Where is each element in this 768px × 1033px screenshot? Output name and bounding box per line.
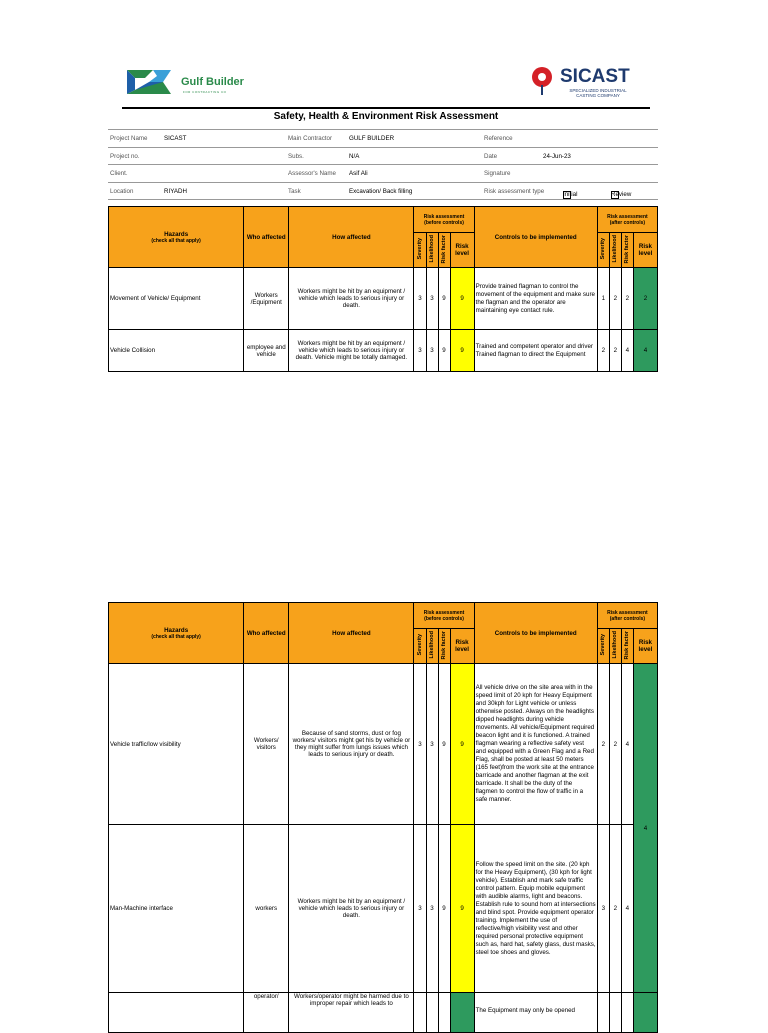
- controls-cell: Provide trained flagman to control the movement of the equipment and make sure the flagman and the operator are maintaining eye contact rule.: [474, 268, 597, 330]
- main-contractor-label: Main Contractor: [288, 135, 333, 142]
- title-rule: [122, 107, 650, 109]
- risk-level-header-after: Risk level: [633, 233, 657, 268]
- location-value: RIYADH: [164, 187, 187, 195]
- likelihood-cell: [426, 993, 438, 1033]
- risk-table-2: [108, 602, 658, 1033]
- risk-factor-cell: 9: [438, 268, 450, 330]
- controls-header: Controls to be implemented: [474, 603, 597, 664]
- controls-cell: Trained and competent operator and driver Trained flagman to direct the Equipment: [474, 330, 597, 372]
- hazards-header: Hazards (check all that apply): [109, 603, 244, 664]
- risk-table-1: [108, 206, 658, 372]
- risk-level-cell: [450, 993, 474, 1033]
- likelihood-header-after: Likelihood: [609, 629, 621, 664]
- how-cell: Workers might be hit by an equipment / vehicle which leads to serious injury or death. Vehicle might be totally damaged.: [289, 330, 414, 372]
- risk-level-after-cell: 4: [633, 330, 657, 372]
- who-cell: employee and vehicle: [244, 330, 289, 372]
- info-row-project: [108, 130, 658, 148]
- likelihood-cell: 3: [426, 825, 438, 993]
- risk-factor-cell: [438, 993, 450, 1033]
- hazard-cell: [109, 993, 244, 1033]
- risk-factor-cell: 9: [438, 330, 450, 372]
- severity-after-cell: 3: [597, 825, 609, 993]
- after-controls-header: Risk assessment (after controls): [597, 207, 657, 233]
- sicast-logo: [530, 66, 650, 106]
- controls-cell: All vehicle drive on the site area with in the speed limit of 20 kph for Heavy Equipment and 30kph for Light vehicle or unless otherwise posted. Always on the headlights dipped headlights during vehicle movements. All vehicle/Equipment required beacon light and it is functioned. A trained flagman wearing a reflective safety vest and equipped with a Green Flag and a Red Flag, shall be posted at least 50 meters (165 feet)from the work site at the entrance barricade and another flagman at the exit barricade. It shall be the duty of the flagmen to control the flow of traffic in a safe manner.: [474, 664, 597, 825]
- date-value: 24-Jun-23: [543, 152, 571, 160]
- table-row: [109, 268, 658, 330]
- severity-cell: 3: [414, 330, 426, 372]
- how-affected-header: How affected: [289, 603, 414, 664]
- risk-factor-header: Risk factor: [438, 629, 450, 664]
- client-label: Client.: [110, 170, 128, 177]
- who-cell: Workers /Equipment: [244, 268, 289, 330]
- risk-factor-after-cell: 2: [621, 268, 633, 330]
- severity-header-after: Severity: [597, 629, 609, 664]
- risk-level-cell: 9: [450, 268, 474, 330]
- table-row: [109, 993, 658, 1033]
- likelihood-header: Likelihood: [426, 233, 438, 268]
- likelihood-after-cell: 2: [609, 825, 621, 993]
- after-controls-header: Risk assessment (after controls): [597, 603, 657, 629]
- gulf-builder-name: Gulf Builder: [181, 76, 244, 88]
- type-label: Risk assessment type: [484, 187, 545, 195]
- gulf-builder-tagline: FOR CONTRACTING CO: [183, 90, 227, 94]
- risk-factor-cell: 9: [438, 825, 450, 993]
- risk-factor-after-cell: 4: [621, 664, 633, 825]
- task-value: Excavation/ Back filling: [349, 187, 413, 195]
- who-cell: workers: [244, 825, 289, 993]
- project-no-label: Project no.: [110, 152, 140, 160]
- info-row-location: [108, 183, 658, 201]
- risk-level-after-cell: [633, 993, 657, 1033]
- risk-factor-after-cell: 4: [621, 825, 633, 993]
- likelihood-header: Likelihood: [426, 629, 438, 664]
- signature-label: Signature: [484, 170, 511, 177]
- risk-level-header: Risk level: [450, 233, 474, 268]
- risk-factor-header: Risk factor: [438, 233, 450, 268]
- severity-cell: 3: [414, 825, 426, 993]
- info-row-client: [108, 165, 658, 183]
- risk-level-cell: 9: [450, 330, 474, 372]
- severity-cell: 3: [414, 268, 426, 330]
- date-label: Date: [484, 152, 498, 160]
- gulf-builder-logo: [123, 66, 253, 98]
- severity-cell: [414, 993, 426, 1033]
- likelihood-cell: 3: [426, 664, 438, 825]
- review-label: Review: [611, 190, 632, 198]
- risk-level-header: Risk level: [450, 629, 474, 664]
- risk-factor-after-cell: 4: [621, 330, 633, 372]
- who-affected-header: Who affected: [244, 207, 289, 268]
- info-row-project-no: [108, 148, 658, 166]
- gulf-builder-logo-icon: [123, 66, 179, 98]
- severity-header-after: Severity: [597, 233, 609, 268]
- likelihood-after-cell: 2: [609, 268, 621, 330]
- hazard-cell: Vehicle traffic/low visibility: [109, 664, 244, 825]
- likelihood-after-cell: 2: [609, 664, 621, 825]
- likelihood-cell: 3: [426, 330, 438, 372]
- likelihood-after-cell: [609, 993, 621, 1033]
- how-cell: Workers/operator might be harmed due to improper repair which leads to: [289, 993, 414, 1033]
- risk-level-header-after: Risk level: [633, 629, 657, 664]
- sicast-name: SICAST: [560, 66, 630, 87]
- sicast-tagline: SPECIALIZED INDUSTRIAL CASTING COMPANY: [569, 88, 627, 98]
- how-cell: Workers might be hit by an equipment / vehicle which leads to serious injury or death.: [289, 825, 414, 993]
- table-row: [109, 664, 658, 825]
- document-title: Safety, Health & Environment Risk Assessment: [273, 111, 499, 122]
- likelihood-cell: 3: [426, 268, 438, 330]
- hazard-cell: Movement of Vehicle/ Equipment: [109, 268, 244, 330]
- how-affected-header: How affected: [289, 207, 414, 268]
- who-cell: Workers/ visitors: [244, 664, 289, 825]
- project-name-value: SICAST: [164, 135, 187, 142]
- severity-after-cell: 2: [597, 330, 609, 372]
- severity-after-cell: 2: [597, 664, 609, 825]
- table-row: [109, 825, 658, 993]
- likelihood-after-cell: 2: [609, 330, 621, 372]
- project-name-label: Project Name: [110, 135, 148, 142]
- risk-factor-header-after: Risk factor: [621, 233, 633, 268]
- risk-level-after-cell: 2: [633, 268, 657, 330]
- subs-label: Subs.: [288, 152, 304, 160]
- hazard-cell: Vehicle Collision: [109, 330, 244, 372]
- severity-after-cell: 1: [597, 268, 609, 330]
- before-controls-header: Risk assessment (before controls): [414, 207, 474, 233]
- subs-value: N/A: [349, 152, 360, 160]
- controls-header: Controls to be implemented: [474, 207, 597, 268]
- who-affected-header: Who affected: [244, 603, 289, 664]
- severity-header: Severity: [414, 233, 426, 268]
- sicast-logo-icon: [530, 66, 556, 96]
- likelihood-header-after: Likelihood: [609, 233, 621, 268]
- hazard-cell: Man-Machine interface: [109, 825, 244, 993]
- assessor-label: Assessor's Name: [288, 170, 336, 177]
- table-row: [109, 330, 658, 372]
- before-controls-header: Risk assessment (before controls): [414, 603, 474, 629]
- risk-level-cell: 9: [450, 825, 474, 993]
- risk-factor-after-cell: [621, 993, 633, 1033]
- risk-level-after-merged-cell: 4: [633, 664, 657, 993]
- main-contractor-value: GULF BUILDER: [349, 135, 395, 142]
- how-cell: Because of sand storms, dust or fog workers/ visitors might get his by vehicle or they might suffer from lungs issues which leads to serious injury or death.: [289, 664, 414, 825]
- risk-level-cell: 9: [450, 664, 474, 825]
- risk-factor-header-after: Risk factor: [621, 629, 633, 664]
- severity-cell: 3: [414, 664, 426, 825]
- controls-cell: Follow the speed limit on the site. (20 kph for the Heavy Equipment), (30 kph for light vehicle). Establish and mark safe traffic control pattern. Equip mobile equipment with audible alarms, light and beacons. Establish rule to sound horn at intersections and blind spot. Provide equipment operator training. Implement the use of reflective/high visibility vest and other required personal protective equipment such as, hard hat, safety glass, dust masks, steel toe shoes and gloves.: [474, 825, 597, 993]
- risk-factor-cell: 9: [438, 664, 450, 825]
- reference-label: Reference: [484, 135, 513, 142]
- severity-after-cell: [597, 993, 609, 1033]
- project-info: [108, 129, 658, 200]
- assessor-value: Asif Ali: [349, 170, 368, 177]
- hazards-header: Hazards (check all that apply): [109, 207, 244, 268]
- how-cell: Workers might be hit by an equipment / vehicle which leads to serious injury or death.: [289, 268, 414, 330]
- controls-cell: The Equipment may only be opened: [474, 993, 597, 1033]
- location-label: Location: [110, 187, 134, 195]
- who-cell: operator/: [244, 993, 289, 1033]
- initial-label: Initial: [563, 190, 578, 198]
- task-label: Task: [288, 187, 301, 195]
- severity-header: Severity: [414, 629, 426, 664]
